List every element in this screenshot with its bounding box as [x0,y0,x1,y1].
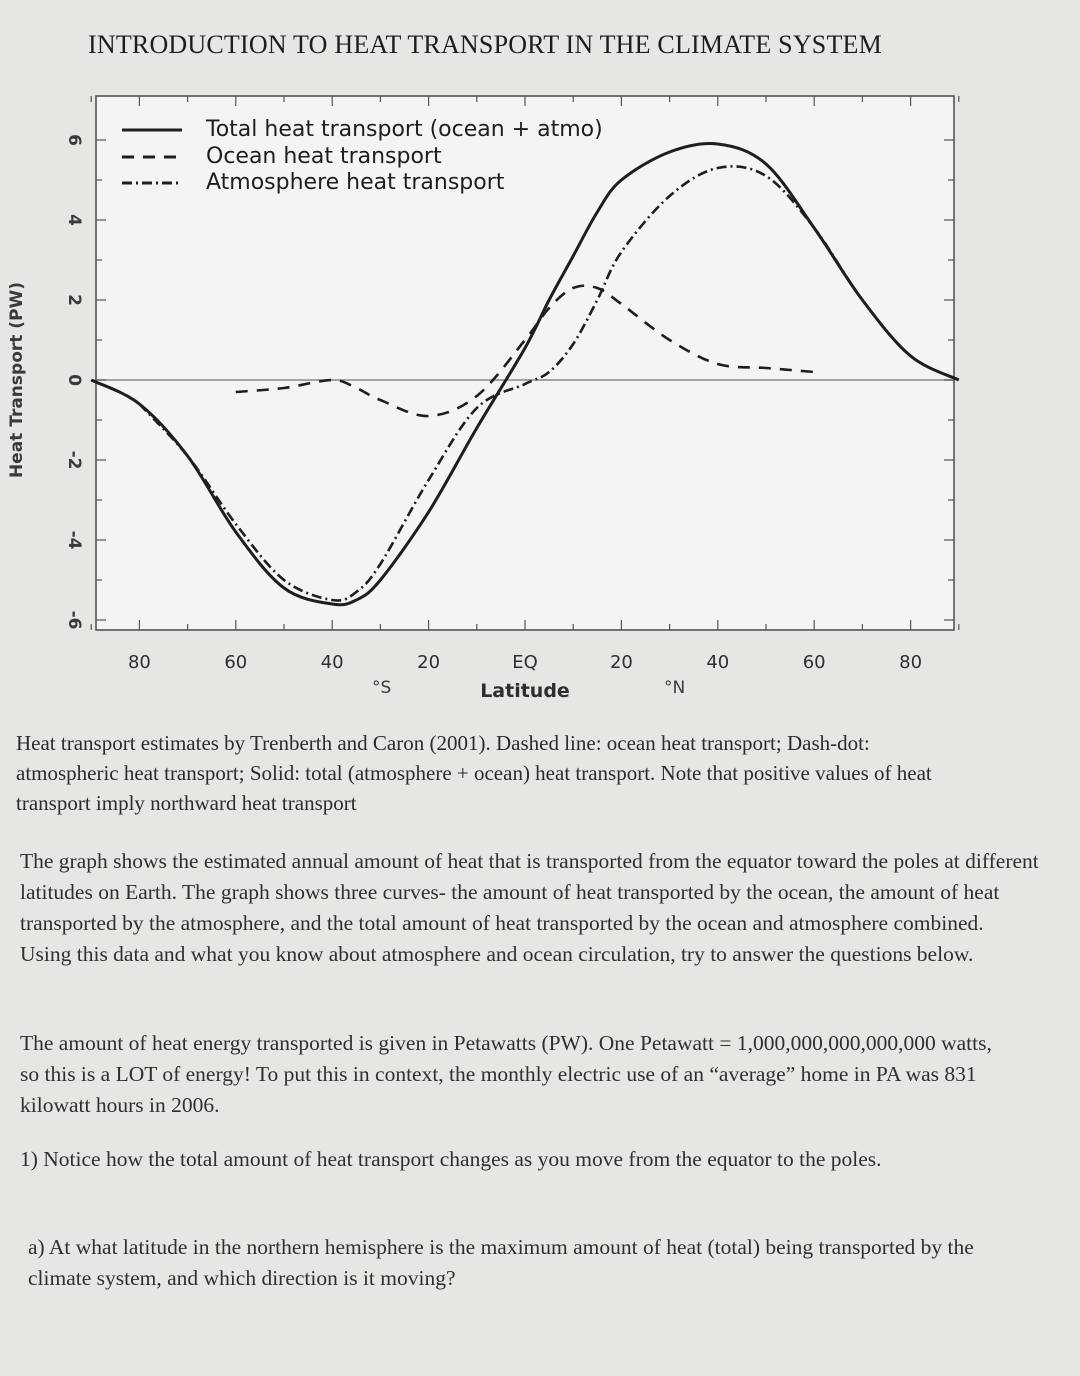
legend-label: Ocean heat transport [206,144,442,169]
y-tick-label: -2 [64,450,84,470]
y-tick-label: 4 [64,214,84,226]
y-tick-label: 2 [64,294,84,306]
x-tick-labels [128,652,922,673]
x-tick-label: 80 [899,652,923,673]
y-tick-label: -4 [64,530,84,550]
figure-caption: Heat transport estimates by Trenberth and Caron (2001). Dashed line: ocean heat transport; Dash-dot: atmospheric heat transport; Solid: total (atmosphere + ocean) heat transport. Note that positive values of heat transport imply northward heat transport [16,731,932,815]
page-title: INTRODUCTION TO HEAT TRANSPORT IN THE CLIMATE SYSTEM [88,30,882,59]
x-tick-label: 20 [417,652,441,673]
y-tick-label: 0 [64,374,84,386]
question-1a: a) At what latitude in the northern hemisphere is the maximum amount of heat (total) being transported by the climate system, and which direction is it moving? [28,1235,974,1290]
x-tick-label: EQ [512,652,538,673]
petawatt-paragraph: The amount of heat energy transported is given in Petawatts (PW). One Petawatt = 1,000,000,000,000,000 watts, so this is a LOT of energy! To put this in context, the monthly electric use of an “average” home in PA was 831 kilowatt hours in 2006. [20,1031,992,1117]
question-1: 1) Notice how the total amount of heat transport changes as you move from the equator to the poles. [20,1147,882,1171]
x-tick-label: 60 [224,652,248,673]
x-tick-label: 20 [609,652,633,673]
y-tick-label: -6 [64,610,84,630]
x-tick-label: 40 [706,652,730,673]
y-axis-label: Heat Transport (PW) [7,281,27,479]
x-tick-label: 40 [320,652,344,673]
x-tick-label: 80 [127,652,151,673]
y-tick-labels [64,134,84,629]
legend-label: Total heat transport (ocean + atmo) [206,117,603,142]
x-axis-label: Latitude [480,680,570,702]
y-tick-label: 6 [64,134,84,146]
x-tick-label: 60 [802,652,826,673]
intro-paragraph: The graph shows the estimated annual amount of heat that is transported from the equator toward the poles at different latitudes on Earth. The graph shows three curves- the amount of heat transported by the ocean, the amount of heat transported by the atmosphere, and the total amount of heat transported by the ocean and atmosphere combined. Using this data and what you know about atmosphere and ocean circulation, try to answer the questions below. [20,849,1039,966]
north-hemisphere-label: °N [664,678,686,698]
south-hemisphere-label: °S [372,678,392,698]
legend-label: Atmosphere heat transport [206,170,505,195]
